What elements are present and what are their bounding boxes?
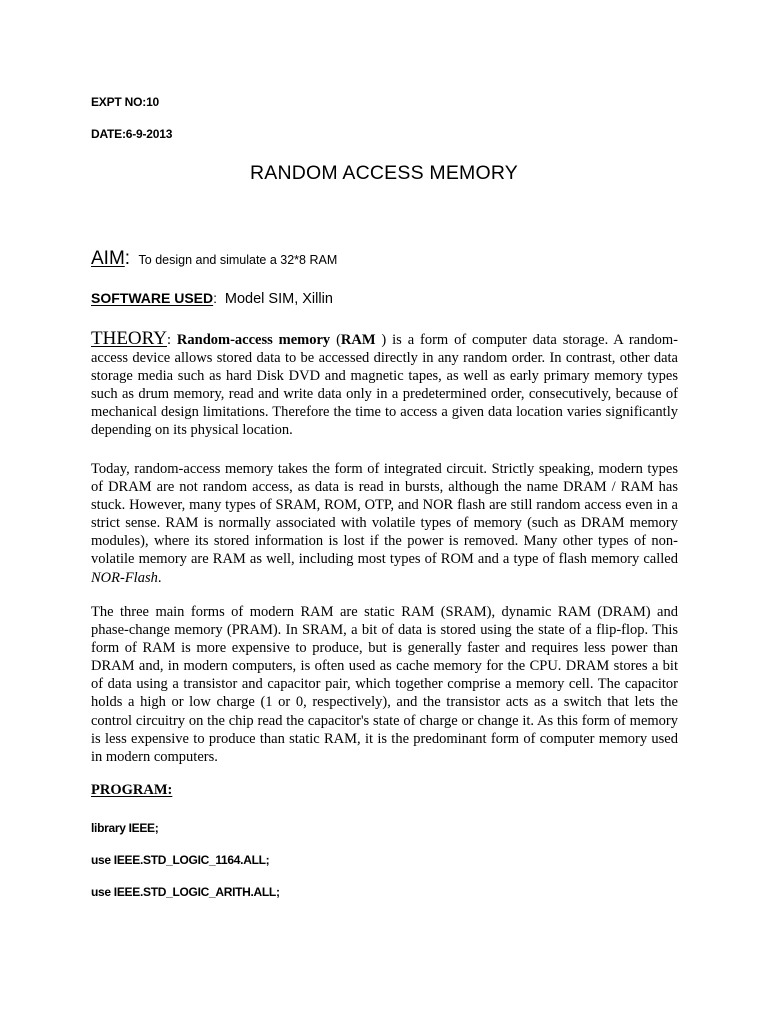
program-heading: PROGRAM: [91,782,173,798]
theory-paragraph-3: The three main forms of modern RAM are static RAM (SRAM), dynamic RAM (DRAM) and phase-change memory (PRAM). In SRAM, a bit of data is stored using the state of a flip-flop. This form of RAM is more expensive to produce, but is generally faster and requires less power than DRAM and, in modern computers, is often used as cache memory for the CPU. DRAM stores a bit of data using a transistor and capacitor pair, which together comprise a memory cell. The capacitor holds a high or low charge (1 or 0, respectively), and the transistor acts as a switch that lets the control circuitry on the chip read the capacitor's state of charge or change it. As this form of memory is less expensive to produce than static RAM, it is the predominant form of computer memory used in modern computers. [91,604,678,765]
code-line: use IEEE.STD_LOGIC_1164.ALL; [91,853,270,867]
theory-paragraph-2: Today, random-access memory takes the form of integrated circuit. Strictly speaking, modern types of DRAM are not random access, as data is read in bursts, although the name DRAM / RAM has stuck. However, many types of SRAM, ROM, OTP, and NOR flash are still random access even in a strict sense. RAM is normally associated with volatile types of memory (such as DRAM memory modules), where its stored information is lost if the power is removed. Many other types of non-volatile memory are RAM as well, including most types of ROM and a type of flash memory called NOR-Flash. [91,461,678,586]
page-title: RANDOM ACCESS MEMORY [249,162,518,184]
theory-abbr: RAM [340,332,376,348]
experiment-number: EXPT NO:10 [91,95,160,109]
software-colon: : [213,290,218,306]
software-label: SOFTWARE USED [91,290,214,306]
nor-flash-term: NOR-Flash [91,569,158,586]
experiment-date: DATE:6-9-2013 [91,127,173,141]
aim-text: To design and simulate a 32*8 RAM [138,253,338,267]
aim-line [91,248,337,270]
code-line: use IEEE.STD_LOGIC_ARITH.ALL; [91,885,280,899]
aim-colon: : [124,248,131,269]
paragraph-2-text: Today, random-access memory takes the form of integrated circuit. Strictly speaking, modern types of DRAM are not random access, as data is read in bursts, although the name DRAM / RAM has stuck. However, many types of SRAM, ROM, OTP, and NOR flash are still random access even in a strict sense. RAM is normally associated with volatile types of memory (such as DRAM memory modules), where its stored information is lost if the power is removed. Many other types of non-volatile memory are RAM as well, including most types of ROM and a type of flash memory called [91,461,678,568]
code-line: library IEEE; [91,821,159,835]
aim-label: AIM [91,248,125,269]
theory-label: THEORY [91,328,167,349]
theory-paragraph: THEORY: Random-access memory (RAM ) is a form of computer data storage. A random-access device allows stored data to be accessed directly in any random order. In contrast, other data storage media such as hard Disk DVD and magnetic tapes, as well as early primary memory types such as drum memory, read and write data only in a predetermined order, consecutively, because of mechanical design limitations. Therefore the time to access a given data location varies significantly depending on its physical location. [91,328,678,439]
theory-text: is a form of computer data storage. A random-access device allows stored data to be accessed directly in any random order. In contrast, other data storage media such as hard Disk DVD and magnetic tapes, as well as early primary memory types such as drum memory, read and write data only in a predetermined order, consecutively, because of mechanical design limitations. Therefore the time to access a given data location varies significantly depending on its physical location. [91,332,678,439]
theory-term: Random-access memory [176,332,331,348]
software-line [91,290,333,307]
software-text: Model SIM, Xillin [224,291,333,307]
